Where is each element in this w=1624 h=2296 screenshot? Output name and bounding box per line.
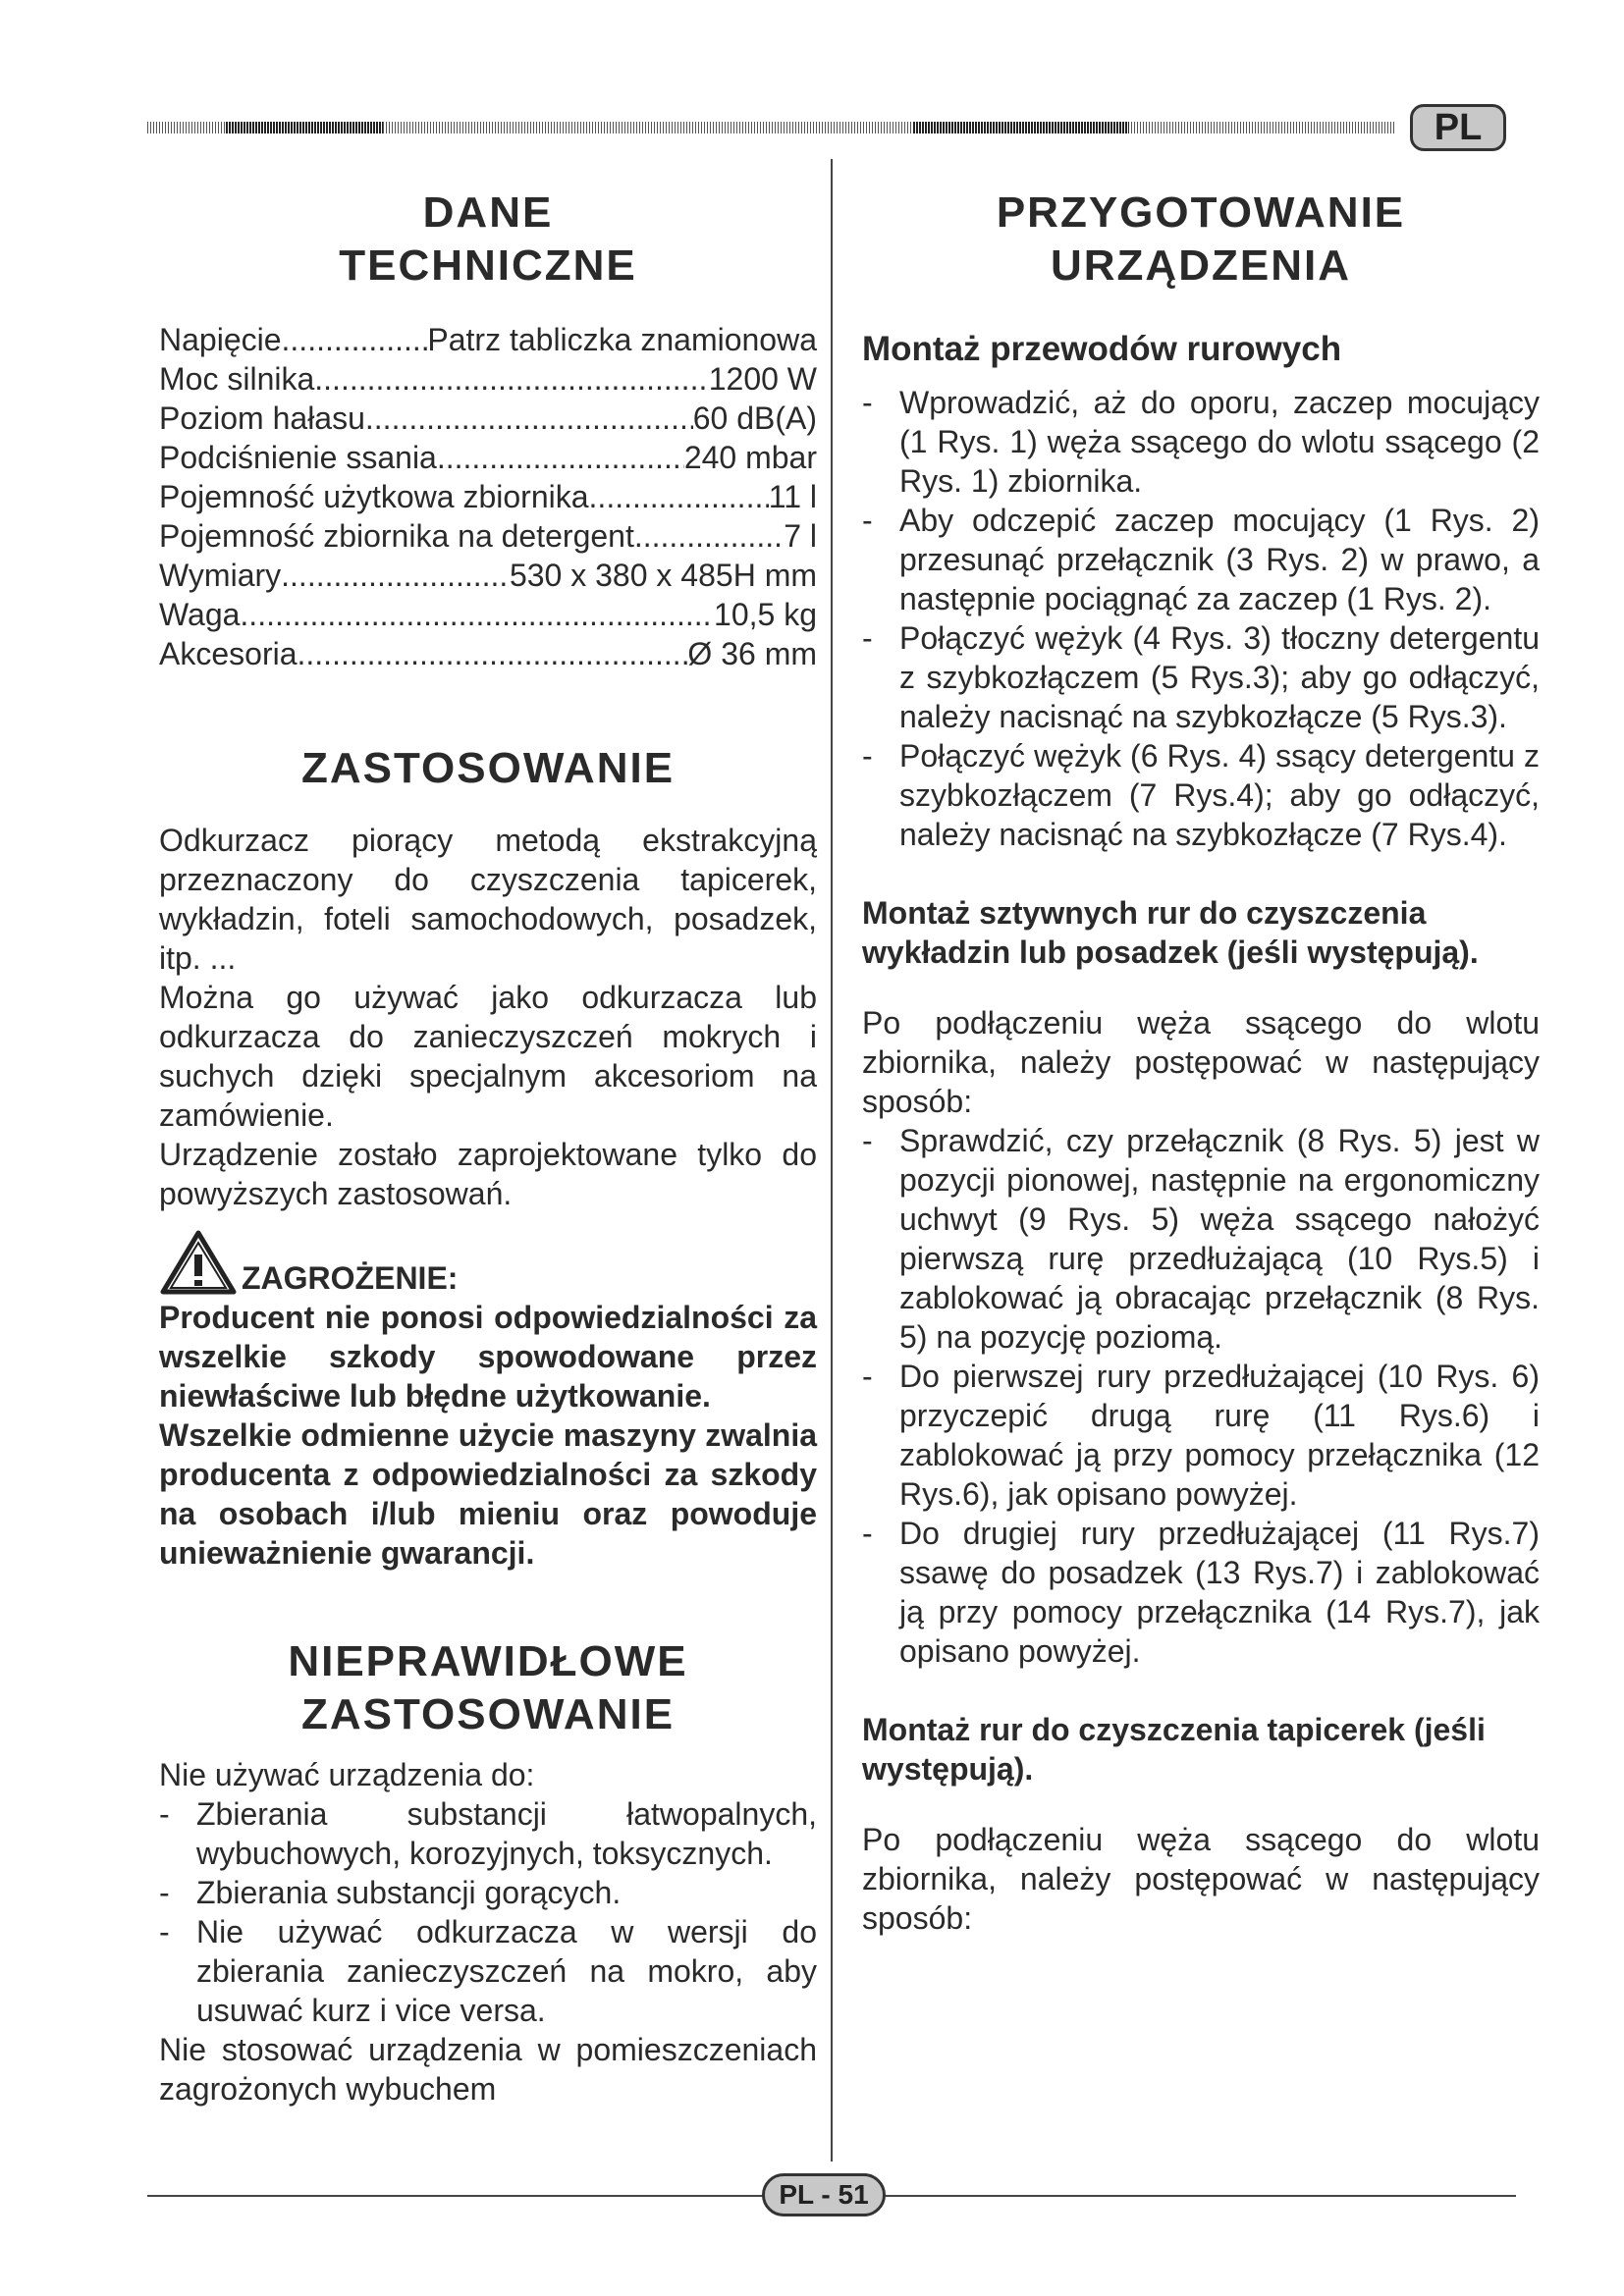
- warning-label: ZAGROŻENIE:: [242, 1260, 459, 1296]
- section-heading: Montaż rur do czyszczenia tapicerek (jeśli występują).: [862, 1712, 1486, 1787]
- tech-data-title: DANE TECHNICZNE: [339, 188, 637, 290]
- spec-row: Waga ..... 10,5 kg: [159, 595, 817, 634]
- spec-row: Pojemność zbiornika na detergent ..... 7 l: [159, 516, 817, 556]
- section-intro: Po podłączeniu węża ssącego do wlotu zbiornika, należy postępować w następujący sposób:: [862, 1822, 1540, 1936]
- list-item: - Nie używać odkurzacza w wersji do zbierania zanieczyszczeń na mokro, aby usuwać kurz i vice versa.: [159, 1912, 817, 2030]
- spec-row: Podciśnienie ssania ..... 240 mbar: [159, 438, 817, 477]
- list-item: - Połączyć wężyk (4 Rys. 3) tłoczny detergentu z szybkozłączem (5 Rys.3); aby go odłączyć, należy nacisnąć na szybkozłącze (5 Rys.3).: [862, 618, 1540, 736]
- spec-row: Pojemność użytkowa zbiornika ..... 11 l: [159, 477, 817, 516]
- column-divider: [831, 159, 833, 2162]
- list-item: - Aby odczepić zaczep mocujący (1 Rys. 2) przesunąć przełącznik (3 Rys. 2) w prawo, a następnie pociągnąć za zaczep (1 Rys. 2).: [862, 501, 1540, 618]
- section-heading: Montaż sztywnych rur do czyszczenia wykładzin lub posadzek (jeśli występują).: [862, 895, 1479, 970]
- language-badge: PL: [1410, 104, 1506, 151]
- spec-row: Akcesoria ..... Ø 36 mm: [159, 634, 817, 673]
- preparation-title: PRZYGOTOWANIE URZĄDZENIA: [996, 188, 1406, 290]
- right-column: [862, 187, 1540, 1938]
- page-number: PL - 51: [762, 2173, 886, 2216]
- hose-assembly-list: [862, 383, 1540, 854]
- section-intro: Po podłączeniu węża ssącego do wlotu zbiornika, należy postępować w następujący sposób:: [862, 1005, 1540, 1119]
- misuse-title: NIEPRAWIDŁOWE ZASTOSOWANIE: [288, 1637, 688, 1738]
- section-heading: Montaż przewodów rurowych: [862, 330, 1342, 368]
- list-item: - Połączyć wężyk (6 Rys. 4) ssący detergentu z szybkozłączem (7 Rys.4); aby go odłączyć, należy nacisnąć na szybkozłącze (7 Rys.4).: [862, 736, 1540, 854]
- spec-row: Moc silnika ..... 1200 W: [159, 359, 817, 399]
- spec-row: Wymiary ..... 530 x 380 x 485H mm: [159, 556, 817, 595]
- spec-list: [159, 320, 817, 673]
- list-item: - Zbierania substancji łatwopalnych, wybuchowych, korozyjnych, toksycznych.: [159, 1794, 817, 1873]
- usage-title: ZASTOSOWANIE: [300, 744, 676, 792]
- warning-heading: [159, 1229, 817, 1298]
- list-item: - Zbierania substancji gorących.: [159, 1873, 817, 1912]
- list-item: - Do drugiej rury przedłużającej (11 Rys.7) ssawę do posadzek (13 Rys.7) i zablokować ją przy pomocy przełącznika (14 Rys.7), jak opisano powyżej.: [862, 1514, 1540, 1671]
- warning-triangle-icon: [159, 1229, 238, 1298]
- spec-row: Poziom hałasu ..... 60 dB(A): [159, 399, 817, 438]
- misuse-outro: Nie stosować urządzenia w pomieszczeniach zagrożonych wybuchem: [159, 2032, 817, 2107]
- list-item: - Wprowadzić, aż do oporu, zaczep mocujący (1 Rys. 1) węża ssącego do wlotu ssącego (2 Rys. 1) zbiornika.: [862, 383, 1540, 501]
- spec-row: Napięcie ..... Patrz tabliczka znamionowa: [159, 320, 817, 359]
- list-item: - Do pierwszej rury przedłużającej (10 Rys. 6) przyczepić drugą rurę (11 Rys.6) i zablokować ją przy pomocy przełącznika (12 Rys.6), jak opisano powyżej.: [862, 1357, 1540, 1514]
- list-item: - Sprawdzić, czy przełącznik (8 Rys. 5) jest w pozycji pionowej, następnie na ergonomiczny uchwyt (9 Rys. 5) węża ssącego nałożyć pierwszą rurę przedłużającą (10 Rys.5) i zablokować ją obracając przełącznik (8 Rys. 5) na pozycję poziomą.: [862, 1121, 1540, 1357]
- usage-paragraph: Urządzenie zostało zaprojektowane tylko do powyższych zastosowań.: [159, 1137, 817, 1211]
- warning-text: Wszelkie odmienne użycie maszyny zwalnia producenta z odpowiedzialności za szkody na osobach i/lub mieniu oraz powoduje unieważnienie gwarancji.: [159, 1417, 817, 1571]
- misuse-intro: Nie używać urządzenia do:: [159, 1757, 535, 1792]
- left-column: [159, 187, 817, 2109]
- warning-text: Producent nie ponosi odpowiedzialności za wszelkie szkody spowodowane przez niewłaściwe lub błędne użytkowanie.: [159, 1300, 817, 1414]
- usage-paragraph: Można go używać jako odkurzacza lub odkurzacza do zanieczyszczeń mokrych i suchych dzięki specjalnym akcesoriom na zamówienie.: [159, 980, 817, 1133]
- header-rule: [147, 122, 1394, 133]
- misuse-list: [159, 1794, 817, 2030]
- rigid-tube-list: [862, 1121, 1540, 1671]
- usage-paragraph: Odkurzacz piorący metodą ekstrakcyjną przeznaczony do czyszczenia tapicerek, wykładzin, foteli samochodowych, posadzek, itp. ...: [159, 823, 817, 976]
